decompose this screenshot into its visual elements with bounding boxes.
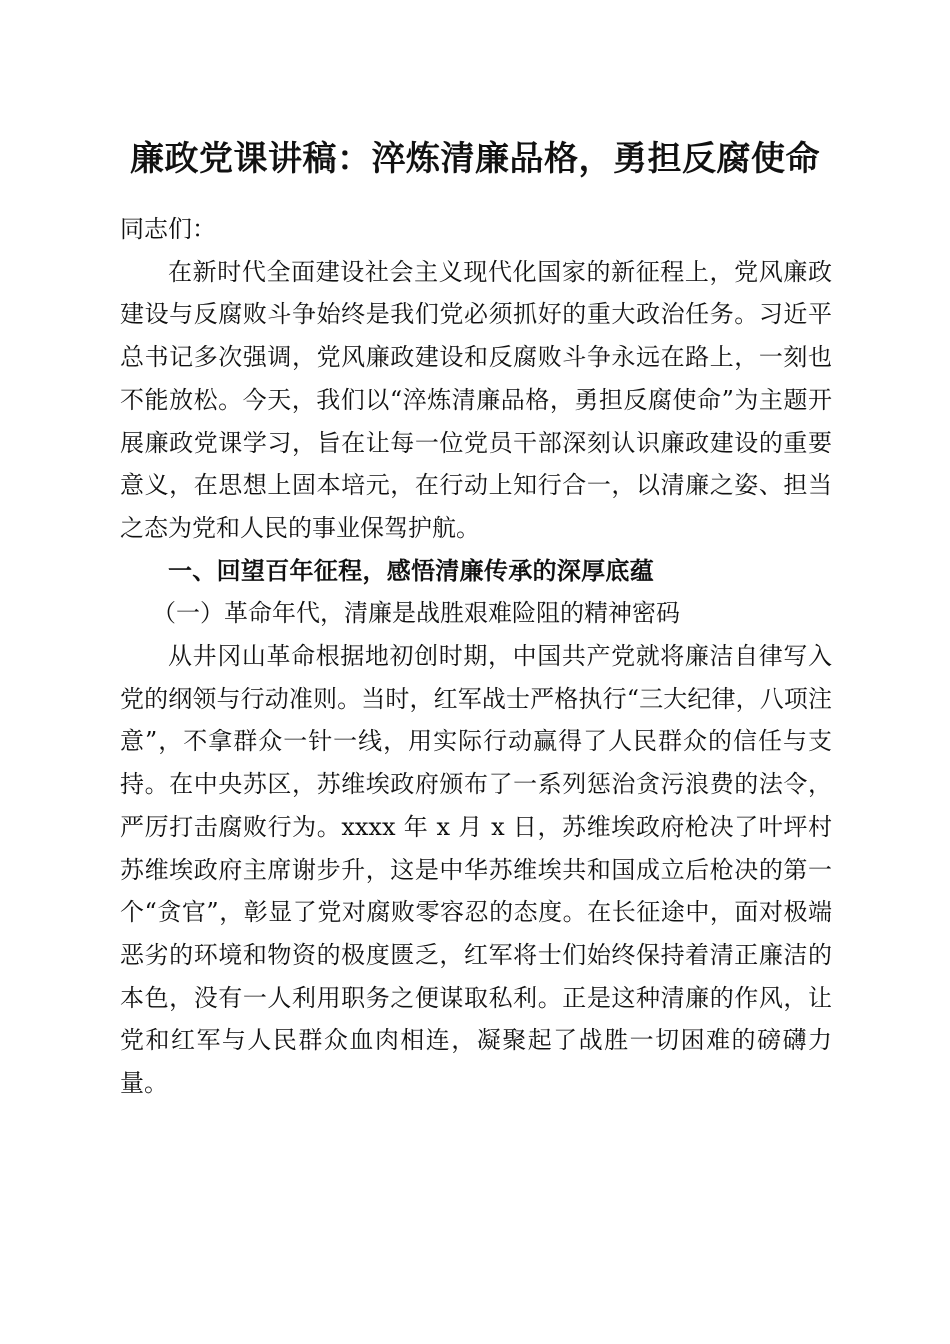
intro-paragraph: 在新时代全面建设社会主义现代化国家的新征程上，党风廉政建设与反腐败斗争始终是我们党必须抓好的重大政治任务。习近平总书记多次强调，党风廉政建设和反腐败斗争永远在路上，一刻也不能放松。今天，我们以“淬炼清廉品格，勇担反腐使命”为主题开展廉政党课学习，旨在让每一位党员干部深刻认识廉政建设的重要意义，在思想上固本培元，在行动上知行合一，以清廉之姿、担当之态为党和人民的事业保驾护航。 <box>120 257 832 542</box>
section-heading: 一、回望百年征程，感悟清廉传承的深厚底蕴 <box>168 556 654 585</box>
subsection-heading: （一）革命年代，清廉是战胜艰难险阻的精神密码 <box>152 599 680 628</box>
document-title: 廉政党课讲稿：淬炼清廉品格，勇担反腐使命 <box>130 139 820 179</box>
document-body <box>120 208 832 1105</box>
body-paragraph: 从井冈山革命根据地初创时期，中国共产党就将廉洁自律写入党的纲领与行动准则。当时，红军战士严格执行“三大纪律，八项注意”，不拿群众一针一线，用实际行动赢得了人民群众的信任与支持。在中央苏区，苏维埃政府颁布了一系列惩治贪污浪费的法令，严厉打击腐败行为。xxxx 年 x 月 x 日，苏维埃政府枪决了叶坪村苏维埃政府主席谢步升，这是中华苏维埃共和国成立后枪决的第一个“贪官”，彰显了党对腐败零容忍的态度。在长征途中，面对极端恶劣的环境和物资的极度匮乏，红军将士们始终保持着清正廉洁的本色，没有一人利用职务之便谋取私利。正是这种清廉的作风，让党和红军与人民群众血肉相连，凝聚起了战胜一切困难的磅礴力量。 <box>120 642 832 1098</box>
salutation: 同志们： <box>120 215 216 243</box>
